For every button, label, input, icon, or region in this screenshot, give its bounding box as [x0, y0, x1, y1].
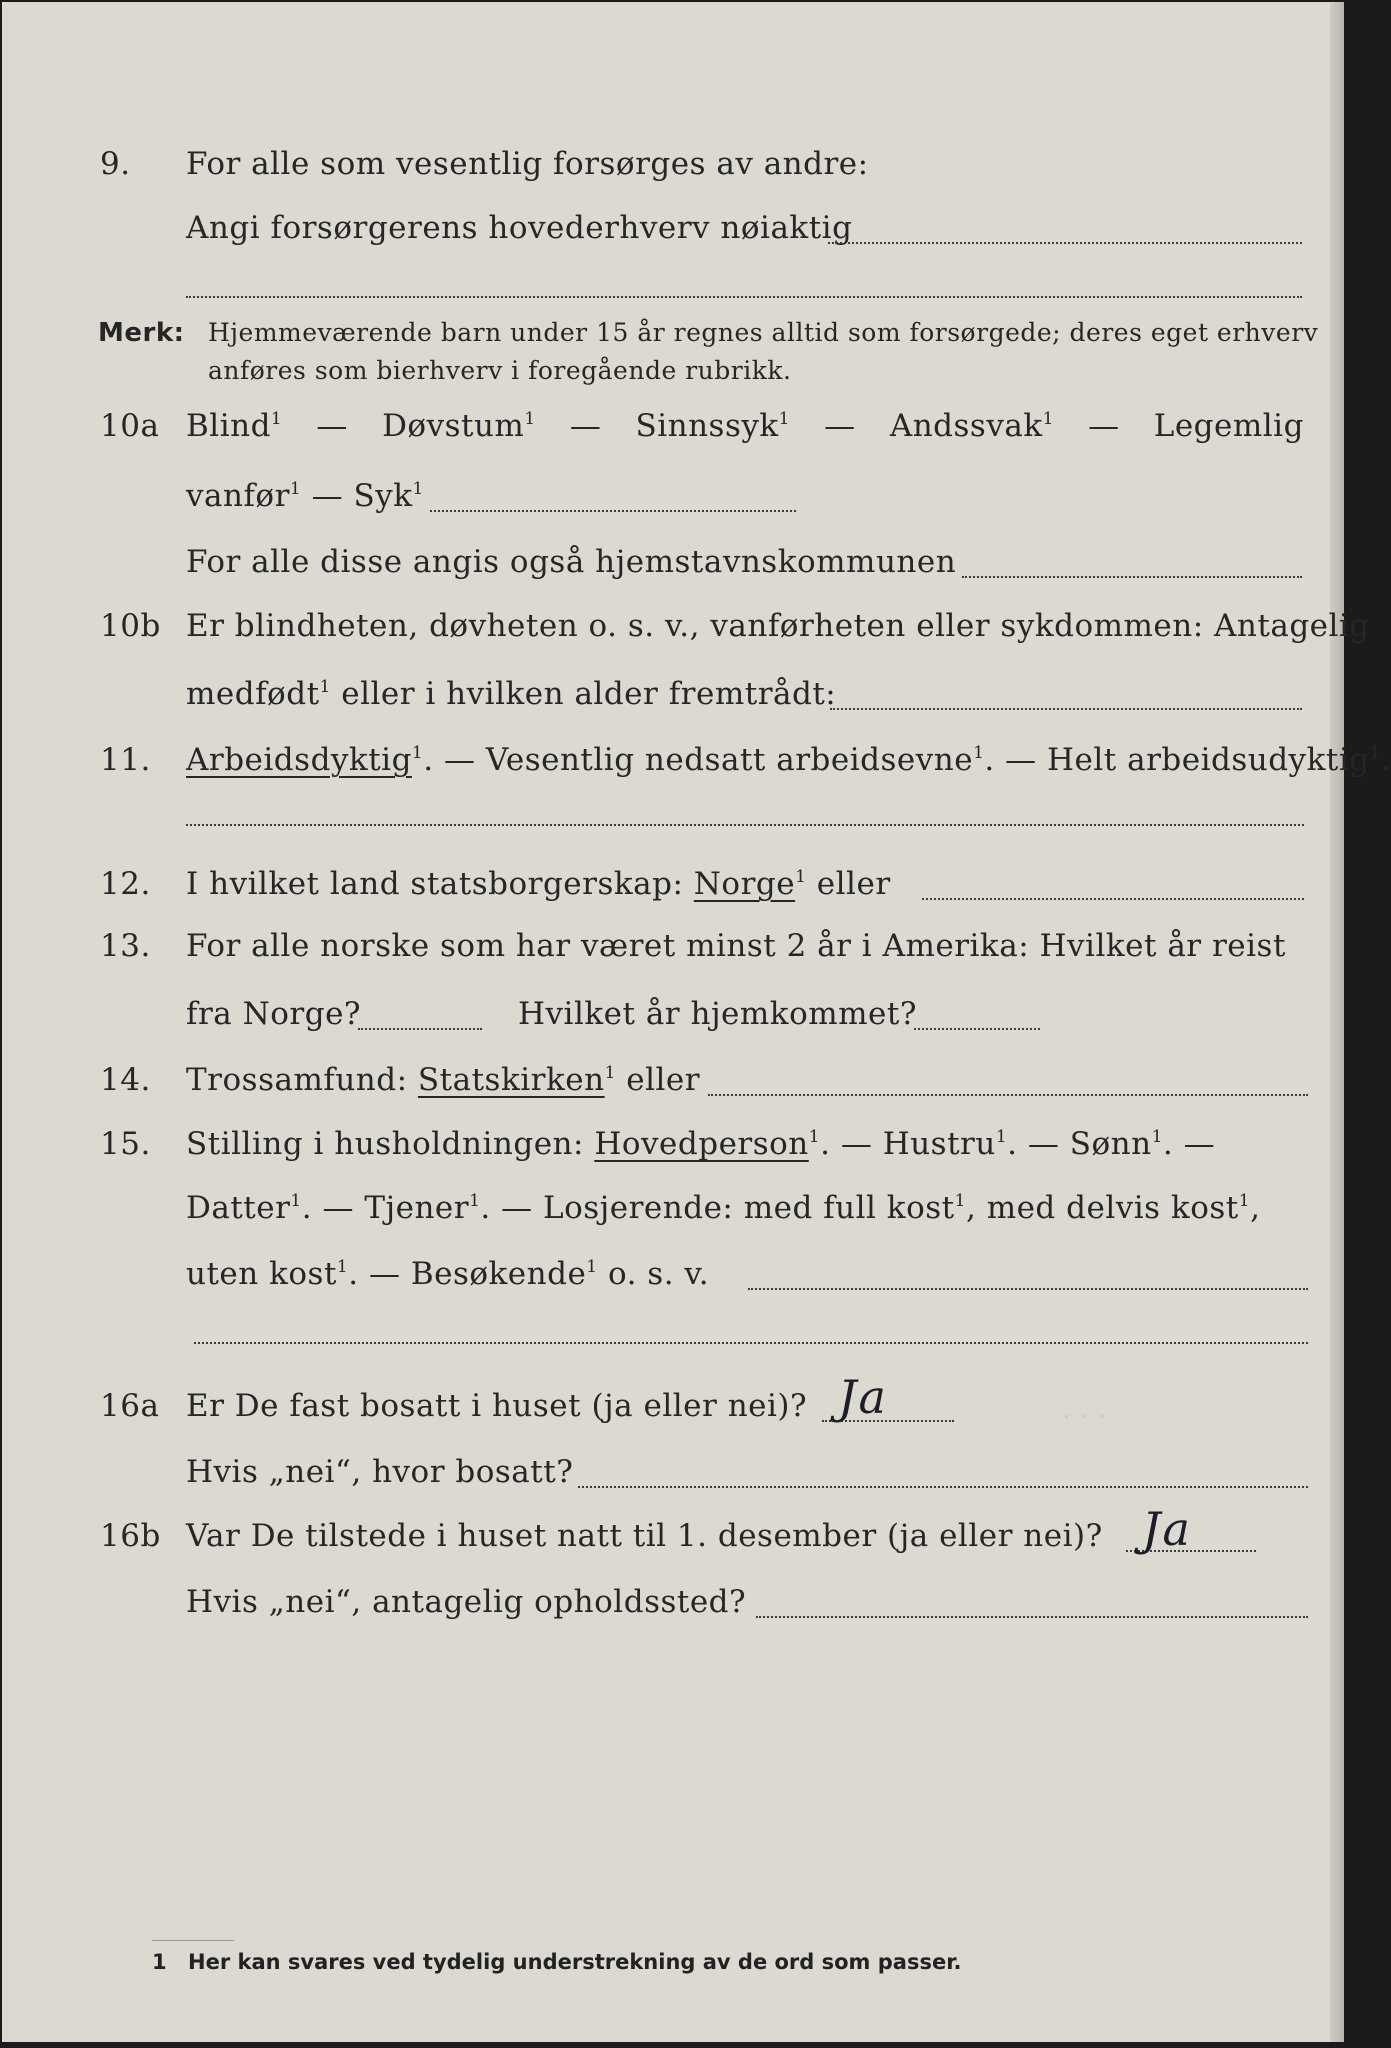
question-text: For alle disse angis også hjemstavnskommunen: [186, 544, 957, 580]
item-number: 12.: [100, 866, 151, 902]
item-number: 11.: [100, 742, 151, 778]
answer-line-reist[interactable]: [358, 1028, 482, 1030]
question-text: Hvis „nei“, antagelig opholdssted?: [186, 1584, 747, 1620]
answer-line[interactable]: [708, 1094, 1308, 1096]
dash: —: [316, 408, 348, 444]
dash: —: [1088, 408, 1120, 444]
footnote-text: Her kan svares ved tydelig understrekning av de ord som passer.: [188, 1950, 962, 1974]
note-line2: [2, 356, 1368, 404]
note-text: Hjemmeværende barn under 15 år regnes alltid som forsørgede; deres eget erhverv: [208, 318, 1319, 347]
item-9-line2: [2, 210, 1368, 258]
item-number: 16a: [100, 1388, 160, 1424]
dash: —: [824, 408, 856, 444]
answer-line-hjemkommet[interactable]: [914, 1028, 1040, 1030]
dash: —: [569, 408, 602, 444]
item-10a: [2, 408, 1368, 456]
option-arbeidsdyktig-selected[interactable]: Arbeidsdyktig: [186, 742, 412, 778]
item-13-line2: [2, 996, 1368, 1044]
item-15-line2: [2, 1190, 1368, 1238]
footnote-rule: [152, 1940, 234, 1941]
footnote-number: 1: [152, 1950, 167, 1974]
answer-line[interactable]: [830, 708, 1302, 710]
question-text: uten kost$^1$. — Besøkende$^1$ o. s. v.: [186, 1256, 710, 1292]
option-andssvak[interactable]: Andssvak$^1$: [889, 408, 1054, 444]
question-text: fra Norge?: [186, 996, 362, 1032]
question-text: Hvis „nei“, hvor bosatt?: [186, 1454, 574, 1490]
item-number: 9.: [100, 146, 131, 182]
question-text: For alle norske som har været minst 2 år i Amerika: Hvilket år reist: [186, 928, 1286, 964]
question-text: Hvilket år hjemkommet?: [518, 996, 917, 1032]
item-10a-line3: [2, 544, 1368, 592]
item-number: 15.: [100, 1126, 151, 1162]
item-number: 10b: [100, 608, 161, 644]
item-number: 13.: [100, 928, 151, 964]
answer-line[interactable]: [578, 1486, 1308, 1488]
ghost-text: . . .: [1062, 1392, 1107, 1425]
item-9: [2, 146, 1368, 194]
question-text: Arbeidsdyktig$^1$. — Vesentlig nedsatt arbeidsevne$^1$. — Helt arbeidsudyktig$^1$.: [186, 742, 1391, 778]
question-text: For alle som vesentlig forsørges av andre:: [186, 146, 869, 182]
question-text: medfødt$^1$ eller i hvilken alder fremtrådt:: [186, 676, 837, 712]
answer-line[interactable]: [748, 1288, 1308, 1290]
option-sinnssyk[interactable]: Sinnssyk$^1$: [635, 408, 790, 444]
handwritten-answer-16b[interactable]: Ja: [1142, 1502, 1192, 1556]
option-statskirken-selected[interactable]: Statskirken: [417, 1062, 605, 1098]
item-number: 16b: [100, 1518, 161, 1554]
answer-line[interactable]: [922, 898, 1304, 900]
option-dovstum[interactable]: Døvstum$^1$: [382, 408, 536, 444]
question-text: Angi forsørgerens hovederhverv nøiaktig: [186, 210, 853, 246]
answer-line[interactable]: [962, 576, 1302, 578]
answer-line[interactable]: [194, 1342, 1308, 1344]
option-norge-selected[interactable]: Norge: [693, 866, 796, 902]
form-page: [2, 2, 1391, 2042]
item-11-line2: [2, 792, 1368, 840]
answer-line[interactable]: [430, 510, 796, 512]
question-text: Var De tilstede i huset natt til 1. desember (ja eller nei)?: [186, 1518, 1103, 1554]
item-16a-line2: [2, 1454, 1368, 1502]
item-16b-line2: [2, 1584, 1368, 1632]
item-10b: [2, 608, 1368, 656]
item-11: [2, 742, 1391, 790]
option-blind[interactable]: Blind$^1$: [186, 408, 283, 444]
question-text: I hvilket land statsborgerskap: Norge$^1$ eller: [186, 866, 891, 902]
answer-line[interactable]: [186, 824, 1304, 826]
option-legemlig[interactable]: Legemlig: [1153, 408, 1304, 444]
item-13: [2, 928, 1368, 976]
answer-line[interactable]: [756, 1616, 1308, 1618]
answer-line[interactable]: [186, 296, 1302, 298]
item-10b-line2: [2, 676, 1368, 724]
question-text: vanfør$^1$ — Syk$^1$: [186, 478, 424, 514]
item-number: 14.: [100, 1062, 151, 1098]
item-12: [2, 866, 1368, 914]
question-text: Trossamfund: Statskirken$^1$ eller: [186, 1062, 701, 1098]
item-10a-line2: [2, 478, 1368, 526]
note-label: Merk:: [98, 318, 185, 348]
question-text: Datter$^1$. — Tjener$^1$. — Losjerende: med full kost$^1$, med delvis kost$^1$,: [186, 1190, 1261, 1226]
answer-line[interactable]: [828, 242, 1302, 244]
question-text: Er blindheten, døvheten o. s. v., vanførheten eller sykdommen: Antagelig: [186, 608, 1370, 644]
item-16a: [2, 1388, 1368, 1436]
item-15-line3: [2, 1256, 1368, 1304]
note-text: anføres som bierhverv i foregående rubrikk.: [208, 356, 792, 385]
question-text: Er De fast bosatt i huset (ja eller nei)?: [186, 1388, 808, 1424]
item-9-line3: [2, 264, 1368, 312]
item-15: [2, 1126, 1368, 1174]
item-number: 10a: [100, 408, 160, 444]
option-hovedperson-selected[interactable]: Hovedperson: [594, 1126, 809, 1162]
item-15-line4: [2, 1310, 1368, 1358]
question-text: Stilling i husholdningen: Hovedperson$^1$. — Hustru$^1$. — Sønn$^1$. —: [186, 1126, 1216, 1162]
handwritten-answer-16a[interactable]: Ja: [838, 1370, 888, 1424]
item-14: [2, 1062, 1368, 1110]
